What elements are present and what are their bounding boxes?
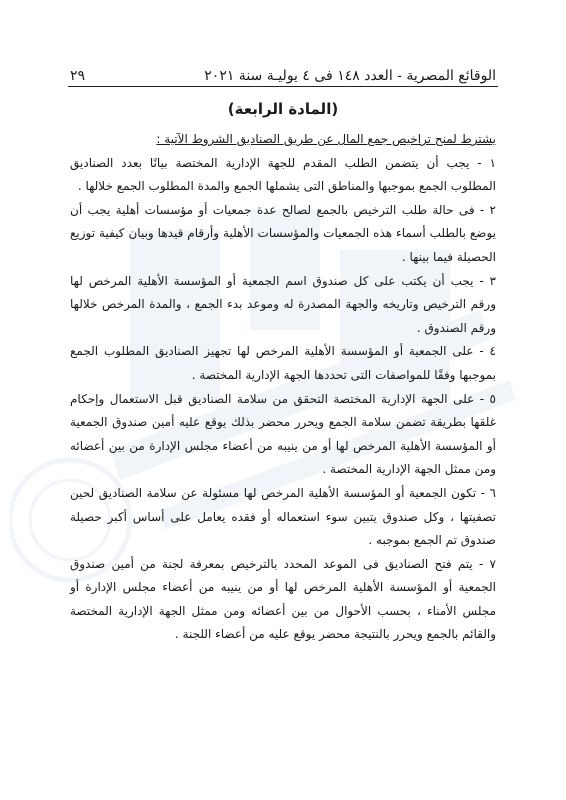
header-title: الوقائع المصرية - العدد ١٤٨ فى ٤ يوليـة سنة ٢٠٢١ <box>204 68 496 84</box>
clause-5: ٥ - على الجهة الإدارية المختصة التحقق من سلامة الصناديق قبل الاستعمال وإحكام غلقها بطريقة تضمن سلامة الجمع ويحرر محضر بذلك يوقع عليه أمين صندوق الجمعية أو المؤسسة الأهلية المرخص لها أو من ينيبه من أعضاء مجلس الإدارة من بين أعضائه ومن ممثل الجهة الإدارية المختصة . <box>70 391 496 477</box>
page-number: ٢٩ <box>70 68 86 84</box>
article-intro: يشترط لمنح تراخيص جمع المال عن طريق الصناديق الشروط الآتية : <box>156 132 496 146</box>
clause-6: ٦ - تكون الجمعية أو المؤسسة الأهلية المرخص لها مسئولة عن سلامة الصناديق لحين تصفيتها ، وكل صندوق يتبين سوء استعماله أو فقده يعامل على أساس أكبر حصيلة صندوق تم الجمع بموجبه . <box>70 485 496 548</box>
clause-2: ٢ - فى حالة طلب الترخيص بالجمع لصالح عدة جمعيات أو مؤسسات أهلية يجب أن يوضع بالطلب أسماء هذه الجمعيات والمؤسسات الأهلية وأرقام قيدها وبيان كيفية توزيع الحصيلة فيما بينها . <box>70 202 496 264</box>
clause-1: ١ - يجب أن يتضمن الطلب المقدم للجهة الإدارية المختصة بيانًا بعدد الصناديق المطلوب الجمع بموجبها والمناطق التى يشملها الجمع والمدة المطلوب الجمع خلالها . <box>70 155 496 194</box>
header-divider <box>68 86 498 87</box>
clause-4: ٤ - على الجمعية أو المؤسسة الأهلية المرخص لها تجهيز الصناديق المطلوب الجمع بموجبها وفقًا للمواصفات التى تحددها الجهة الإدارية المختصة . <box>70 344 496 382</box>
clause-7: ٧ - يتم فتح الصناديق فى الموعد المحدد بالترخيص بمعرفة لجنة من أمين صندوق الجمعية أو المؤسسة الأهلية المرخص لها أو من ينيبه من أعضاء مجلس الإدارة أو مجلس الأمناء ، بحسب الأحوال من بين أعضائه ومن ممثل الجهة الإدارية المختصة والقائم بالجمع ويحرر بالنتيجة محضر يوقع عليه من أعضاء اللجنة . <box>70 556 496 642</box>
clause-3: ٣ - يجب أن يكتب على كل صندوق اسم الجمعية أو المؤسسة الأهلية المرخص لها ورقم الترخيص وتاريخه والجهة المصدرة له وموعد بدء الجمع ، والمدة المرخص خلالها ورقم الصندوق . <box>70 273 496 335</box>
running-header <box>70 58 496 84</box>
article-title: (المادة الرابعة) <box>227 100 339 118</box>
article-body <box>70 128 496 647</box>
